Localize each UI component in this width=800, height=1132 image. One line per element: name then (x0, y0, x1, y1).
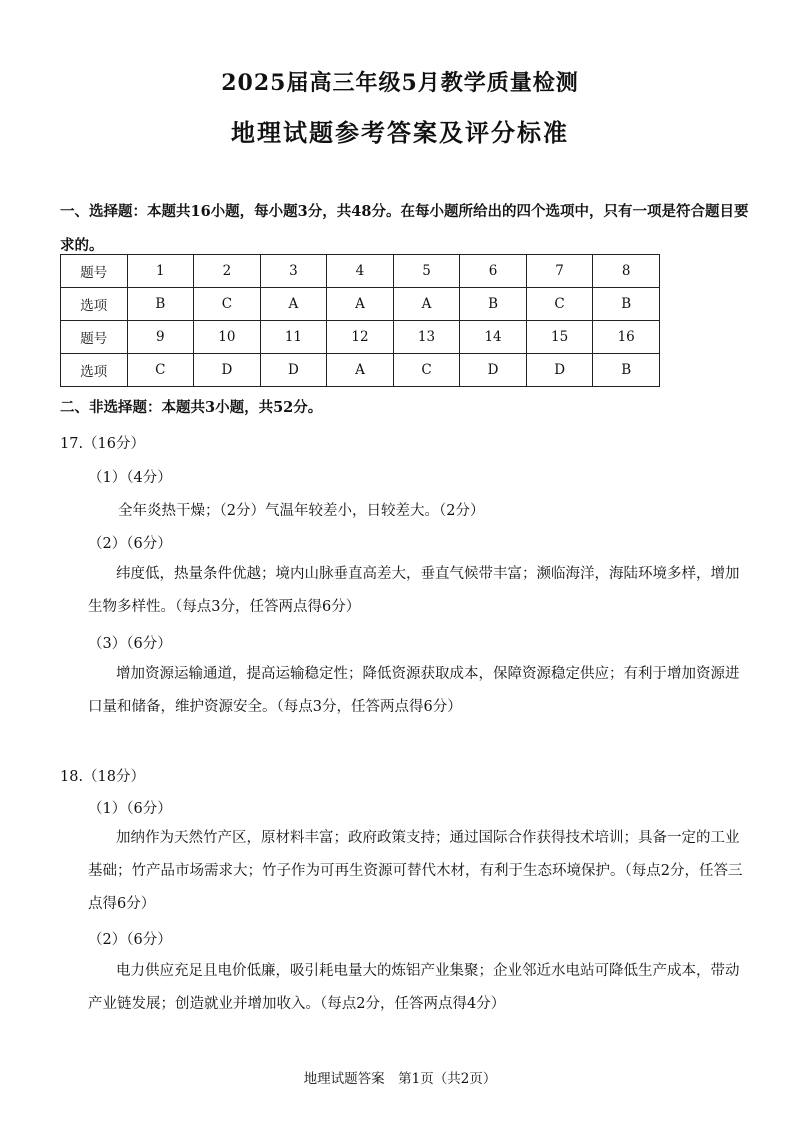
q18-part2-label: （2）（6分） (88, 932, 172, 948)
table-cell: C (393, 354, 460, 387)
table-cell: 题号 (61, 255, 128, 288)
table-cell: D (460, 354, 527, 387)
table-cell: B (127, 288, 194, 321)
table-row (61, 255, 660, 288)
table-cell: 题号 (61, 321, 128, 354)
table-cell: A (327, 288, 394, 321)
section2-instructions: 二、非选择题：本题共3小题，共52分。 (60, 399, 323, 416)
q18-part1-label: （1）（6分） (88, 801, 172, 817)
table-cell: 2 (194, 255, 261, 288)
q17-part1-label: （1）（4分） (88, 470, 172, 486)
answer-text: 电力供应充足且电价低廉，吸引耗电量大的炼铝产业集聚；企业邻近水电站可降低生产成本，带动产业链发展；创造就业并增加收入。（每点2分，任答两点得4分） (88, 963, 740, 1012)
table-cell: 选项 (61, 288, 128, 321)
table-cell: C (194, 288, 261, 321)
table-cell: D (526, 354, 593, 387)
table-cell: B (593, 288, 660, 321)
table-cell: 选项 (61, 354, 128, 387)
answer-text: 纬度低，热量条件优越；境内山脉垂直高差大，垂直气候带丰富；濒临海洋，海陆环境多样，增加生物多样性。（每点3分，任答两点得6分） (88, 566, 740, 615)
table-cell: 5 (393, 255, 460, 288)
table-cell: 7 (526, 255, 593, 288)
table-cell: B (460, 288, 527, 321)
table-row (61, 354, 660, 387)
q18-part1-answer (88, 822, 750, 921)
page-footer: 地理试题答案 第1页（共2页） (303, 1071, 497, 1087)
table-cell: 9 (127, 321, 194, 354)
q17-part3-label: （3）（6分） (88, 636, 172, 652)
table-cell: 15 (526, 321, 593, 354)
exam-subtitle: 地理试题参考答案及评分标准 (231, 118, 569, 147)
answer-text: 加纳作为天然竹产区，原材料丰富；政府政策支持；通过国际合作获得技术培训；具备一定的工业基础；竹产品市场需求大；竹子作为可再生资源可替代木材，有利于生态环境保护。（每点2分，任答三点得6分） (88, 830, 743, 912)
q17-part1-answer: 全年炎热干燥；（2分）气温年较差小，日较差大。（2分） (118, 503, 485, 519)
table-row (61, 288, 660, 321)
table-cell: 1 (127, 255, 194, 288)
table-cell: A (393, 288, 460, 321)
q18-part2-answer (88, 955, 750, 1021)
q17-part3-answer (88, 658, 750, 724)
table-cell: B (593, 354, 660, 387)
table-cell: 4 (327, 255, 394, 288)
table-row (61, 321, 660, 354)
table-cell: C (127, 354, 194, 387)
q18-heading: 18.（18分） (60, 769, 146, 785)
q17-part2-answer (88, 558, 750, 624)
exam-title: 2025届高三年级5月教学质量检测 (221, 70, 579, 96)
table-cell: 6 (460, 255, 527, 288)
q17-part2-label: （2）（6分） (88, 536, 172, 552)
table-cell: D (194, 354, 261, 387)
table-cell: 10 (194, 321, 261, 354)
table-cell: A (260, 288, 327, 321)
section1-instructions: 一、选择题：本题共16小题，每小题3分，共48分。在每小题所给出的四个选项中，只有一项是符合题目要求的。 (60, 203, 749, 254)
table-cell: A (327, 354, 394, 387)
answer-text: 增加资源运输通道，提高运输稳定性；降低资源获取成本，保障资源稳定供应；有利于增加资源进口量和储备，维护资源安全。（每点3分，任答两点得6分） (88, 666, 740, 715)
table-cell: 12 (327, 321, 394, 354)
table-cell: 14 (460, 321, 527, 354)
table-cell: 11 (260, 321, 327, 354)
table-cell: 13 (393, 321, 460, 354)
q17-heading: 17.（16分） (60, 436, 146, 452)
table-cell: 16 (593, 321, 660, 354)
table-cell: 3 (260, 255, 327, 288)
table-cell: D (260, 354, 327, 387)
answer-table (60, 254, 660, 387)
table-cell: C (526, 288, 593, 321)
table-cell: 8 (593, 255, 660, 288)
